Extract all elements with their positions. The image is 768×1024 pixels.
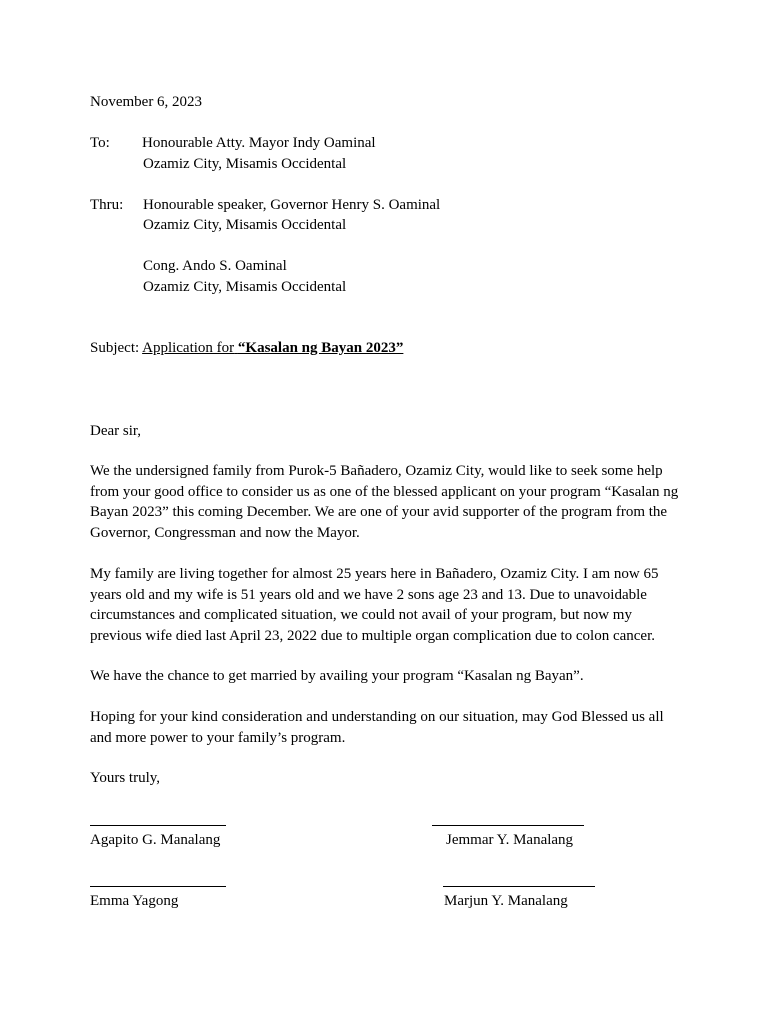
thru-label: Thru: xyxy=(90,197,124,213)
signatory-name-1: Agapito G. Manalang xyxy=(90,832,221,848)
closing: Yours truly, xyxy=(90,770,161,786)
signature-line-3 xyxy=(90,886,226,887)
subject-text xyxy=(142,340,403,356)
subject-prefix: Application for xyxy=(142,340,235,356)
signature-line-1 xyxy=(90,825,226,826)
body-paragraph-3: We have the chance to get married by availing your program “Kasalan ng Bayan”. xyxy=(90,668,584,684)
signatory-name-2: Jemmar Y. Manalang xyxy=(446,832,574,848)
thru-recipient-1-name: Honourable speaker, Governor Henry S. Oaminal xyxy=(143,197,441,213)
body-paragraph-2: My family are living together for almost 25 years here in Bañadero, Ozamiz City. I am now 65 years old and my wife is 51 years old and we have 2 sons age 23 and 13. Due to unavoidable circumstances and complicated situation, we could not avail of your program, but now my previous wife died last April 23, 2022 due to multiple organ complication due to colon cancer. xyxy=(90,566,659,644)
salutation: Dear sir, xyxy=(90,423,142,439)
signature-line-2 xyxy=(432,825,584,826)
signature-line-4 xyxy=(443,886,595,887)
thru-recipient-2-address: Ozamiz City, Misamis Occidental xyxy=(143,279,347,295)
body-paragraph-1: We the undersigned family from Purok-5 Bañadero, Ozamiz City, would like to seek some help from your good office to consider us as one of the blessed applicant on your program “Kasalan ng Bayan 2023” this coming December. We are one of your avid supporter of the program from the Governor, Congressman and now the Mayor. xyxy=(90,463,679,541)
signatory-name-3: Emma Yagong xyxy=(90,893,179,909)
signatory-name-4: Marjun Y. Manalang xyxy=(444,893,568,909)
letter-date: November 6, 2023 xyxy=(90,94,203,110)
to-recipient-address: Ozamiz City, Misamis Occidental xyxy=(143,156,347,172)
subject-label: Subject: xyxy=(90,340,140,356)
thru-recipient-2-name: Cong. Ando S. Oaminal xyxy=(143,258,287,274)
subject-line xyxy=(90,338,403,359)
body-paragraph-4: Hoping for your kind consideration and understanding on our situation, may God Blessed us all and more power to your family’s program. xyxy=(90,709,664,746)
to-recipient-name: Honourable Atty. Mayor Indy Oaminal xyxy=(142,135,376,151)
thru-recipient-1-address: Ozamiz City, Misamis Occidental xyxy=(143,217,347,233)
to-label: To: xyxy=(90,135,110,151)
subject-title: “Kasalan ng Bayan 2023” xyxy=(237,340,404,356)
